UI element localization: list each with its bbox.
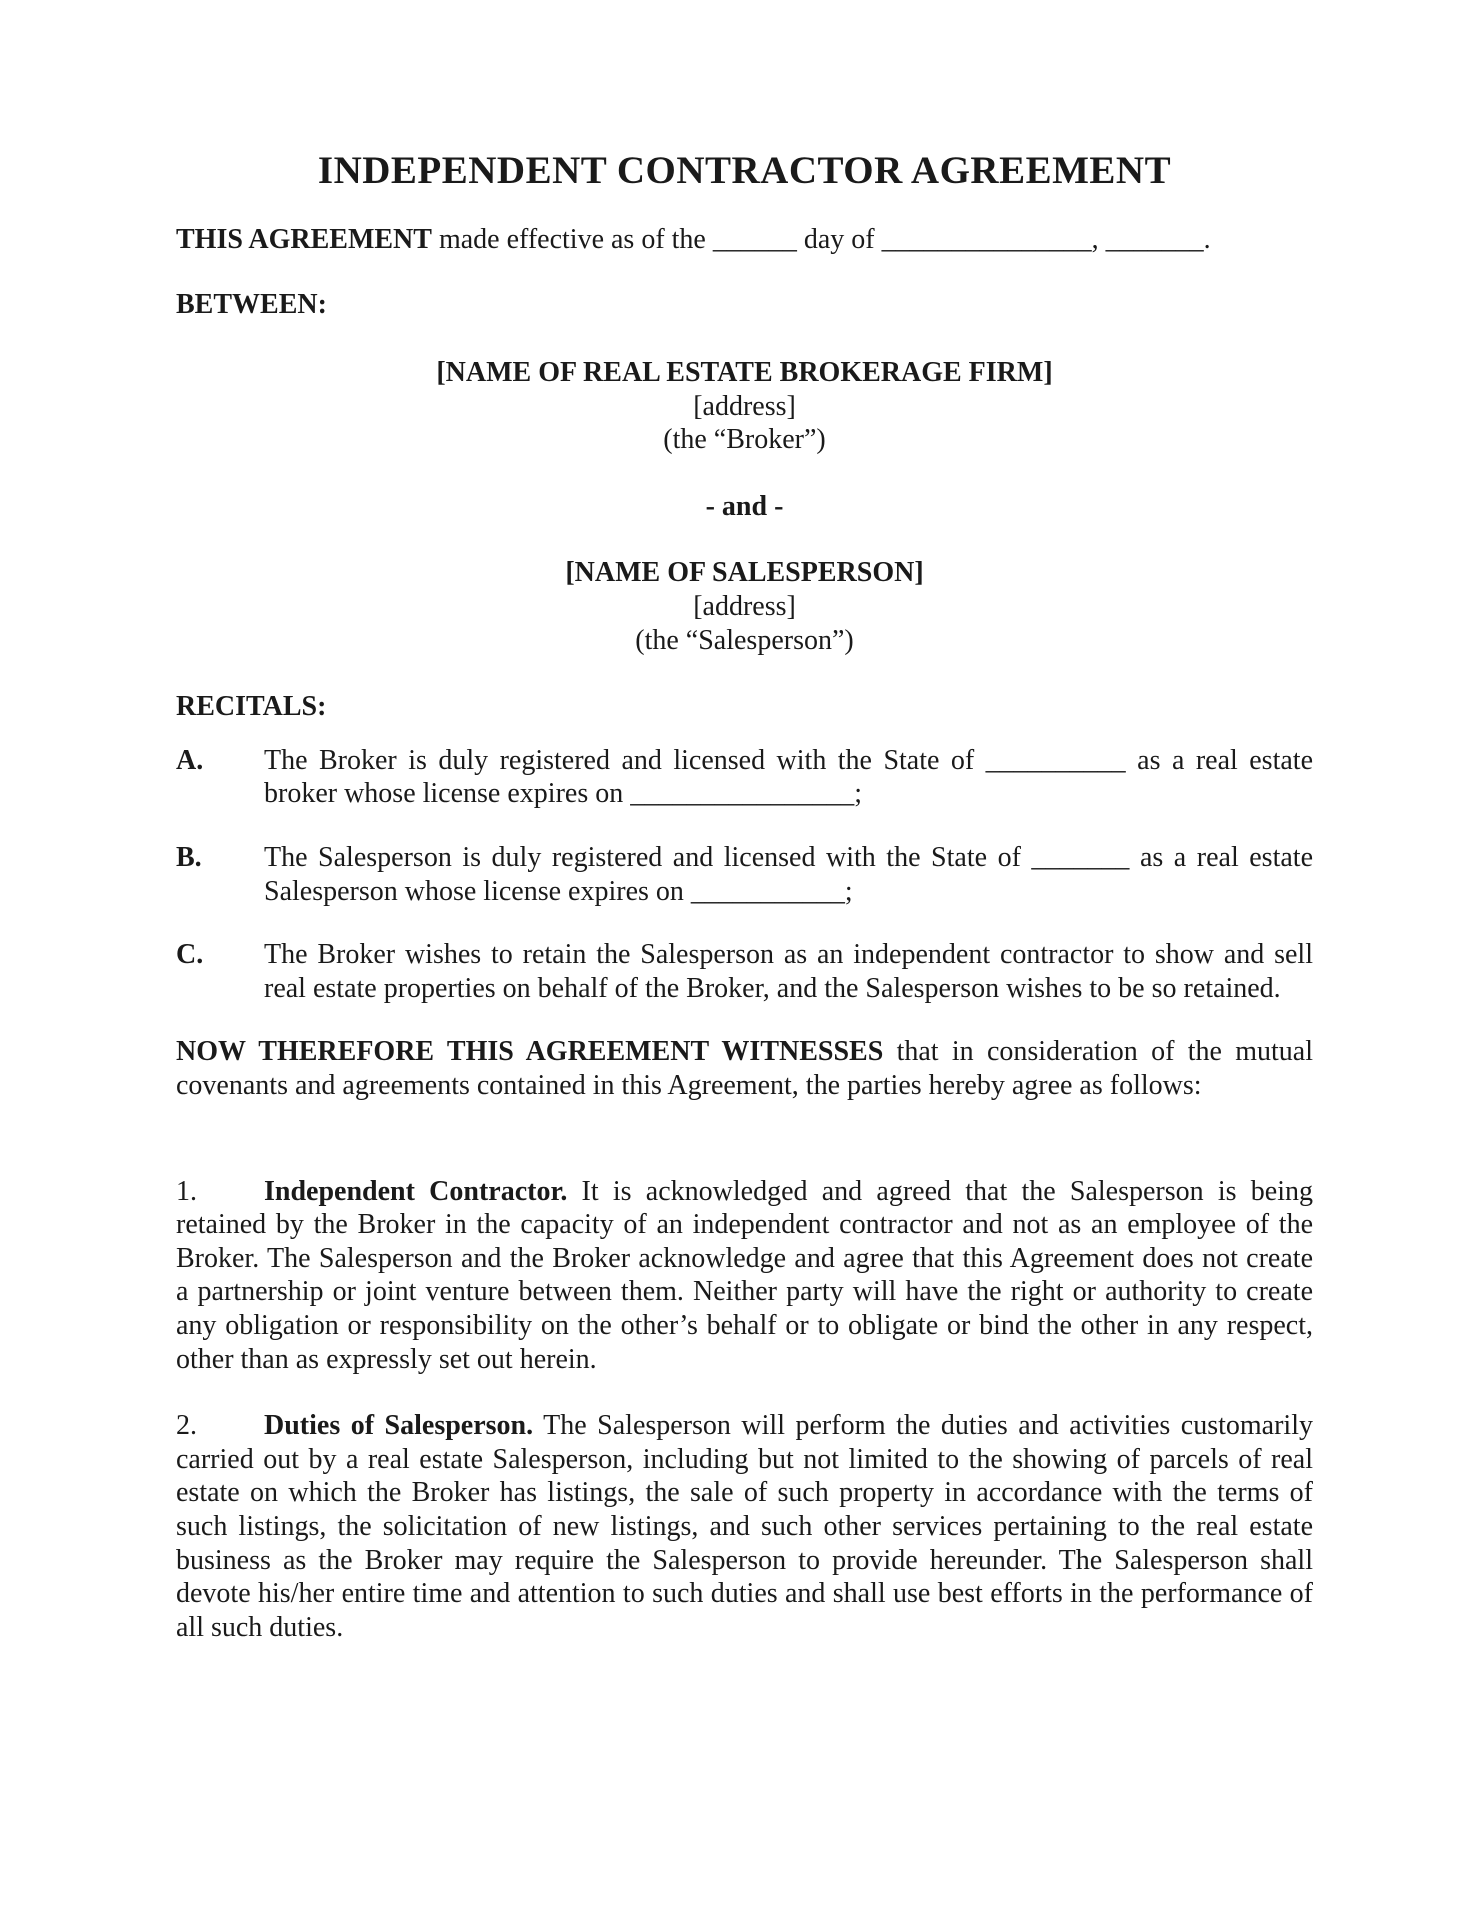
party-broker-address: [address] <box>693 390 796 422</box>
opening-text: made effective as of the ______ day of _______________, _______. <box>431 223 1211 255</box>
party-salesperson-address: [address] <box>693 591 796 623</box>
now-therefore-text: that in consideration of the mutual covenants and agreements contained in this Agreement, the parties hereby agree as follows: <box>176 1036 1314 1101</box>
party-salesperson-block <box>176 556 1313 657</box>
recital-a <box>176 744 1313 811</box>
party-broker-block <box>176 356 1313 457</box>
recital-b <box>176 841 1313 908</box>
party-salesperson-name: [NAME OF SALESPERSON] <box>565 557 924 589</box>
section-1-body: It is acknowledged and agreed that the Salesperson is being retained by the Broker in the capacity of an independent contractor and not as an employee of the Broker. The Salesperson and the Broker acknowledge and agree that this Agreement does not create a partnership or joint venture between them. Neither party will have the right or authority to create any obligation or responsibility on the other’s behalf or to obligate or bind the other in any respect, other than as expressly set out herein. <box>176 1175 1313 1375</box>
party-broker-alias: (the “Broker”) <box>663 424 826 456</box>
opening-paragraph <box>176 223 1313 257</box>
section-1-number: 1. <box>176 1175 197 1207</box>
section-1-paragraph <box>176 1175 1313 1377</box>
now-therefore-lead-in: NOW THEREFORE THIS AGREEMENT WITNESSES <box>176 1036 884 1068</box>
section-2-paragraph <box>176 1409 1313 1644</box>
recital-a-text: The Broker is duly registered and licensed with the State of __________ as a real estate broker whose license expires on ________________; <box>264 744 1313 810</box>
section-2-body: The Salesperson will perform the duties and activities customarily carried out by a real estate Salesperson, including but not limited to the showing of parcels of real estate on which the Broker has listings, the sale of such property in accordance with the terms of such listings, the solicitation of new listings, and such other services pertaining to the real estate business as the Broker may require the Salesperson to provide hereunder. The Salesperson shall devote his/her entire time and attention to such duties and shall use best efforts in the performance of all such duties. <box>176 1410 1313 1643</box>
section-1-heading: Independent Contractor. <box>264 1175 568 1207</box>
party-salesperson-alias: (the “Salesperson”) <box>635 624 854 656</box>
between-label: BETWEEN: <box>176 289 327 321</box>
now-therefore-paragraph <box>176 1035 1313 1102</box>
recital-b-label: B. <box>176 842 202 874</box>
and-separator: - and - <box>705 490 784 522</box>
recital-c <box>176 938 1313 1005</box>
recital-c-text: The Broker wishes to retain the Salesperson as an independent contractor to show and sell real estate properties on behalf of the Broker, and the Salesperson wishes to be so retained. <box>264 939 1313 1004</box>
recitals-label: RECITALS: <box>176 691 327 723</box>
recital-c-label: C. <box>176 939 204 971</box>
document-title: INDEPENDENT CONTRACTOR AGREEMENT <box>317 149 1172 192</box>
section-2-number: 2. <box>176 1410 197 1442</box>
recital-a-label: A. <box>176 744 204 776</box>
section-2-heading: Duties of Salesperson. <box>264 1410 534 1442</box>
opening-lead-in: THIS AGREEMENT <box>176 223 432 255</box>
party-broker-name: [NAME OF REAL ESTATE BROKERAGE FIRM] <box>436 357 1053 389</box>
recital-b-text: The Salesperson is duly registered and licensed with the State of _______ as a real estate Salesperson whose license expires on ___________; <box>264 842 1313 907</box>
